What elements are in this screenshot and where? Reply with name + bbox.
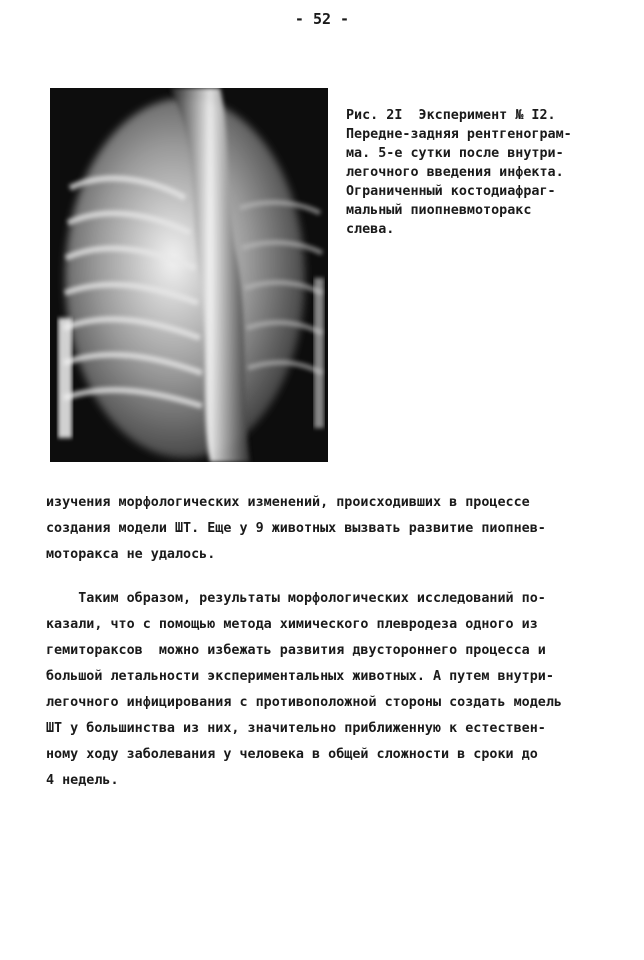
text-line: создания модели ШТ. Еще у 9 животных вызвать развитие пиопнев- — [46, 521, 546, 536]
text-line: казали, что с помощью метода химического плевродеза одного из — [46, 617, 538, 632]
text-line: 4 недель. — [46, 773, 119, 788]
page-number: - 52 - — [294, 10, 350, 28]
caption-line: слева. — [346, 222, 395, 237]
xray-graphic — [50, 88, 328, 462]
body-text — [46, 490, 606, 794]
text-line: изучения морфологических изменений, происходивших в процессе — [46, 495, 530, 510]
figure-caption — [346, 106, 606, 239]
caption-line: мальный пиопневмоторакс — [346, 203, 532, 218]
text-line: Таким образом, результаты морфологических исследований по- — [46, 591, 546, 606]
xray-image — [50, 88, 328, 462]
text-line: гемитораксов можно избежать развития двустороннего процесса и — [46, 643, 546, 658]
caption-line: ма. 5-е сутки после внутри- — [346, 146, 564, 161]
text-line: ШТ у большинства из них, значительно приближенную к естествен- — [46, 721, 546, 736]
paragraph-1 — [46, 490, 606, 568]
text-line: ному ходу заболевания у человека в общей сложности в сроки до — [46, 747, 538, 762]
text-line: большой летальности экспериментальных животных. А путем внутри- — [46, 669, 554, 684]
paragraph-2 — [46, 586, 606, 794]
caption-line: легочного введения инфекта. — [346, 165, 564, 180]
text-line: моторакса не удалось. — [46, 547, 216, 562]
caption-line: Передне-задняя рентгенограм- — [346, 127, 572, 142]
text-line: легочного инфицирования с противоположной стороны создать модель — [46, 695, 562, 710]
caption-line: Ограниченный костодиафраг- — [346, 184, 556, 199]
caption-line: Рис. 2I Эксперимент № I2. — [346, 108, 556, 123]
